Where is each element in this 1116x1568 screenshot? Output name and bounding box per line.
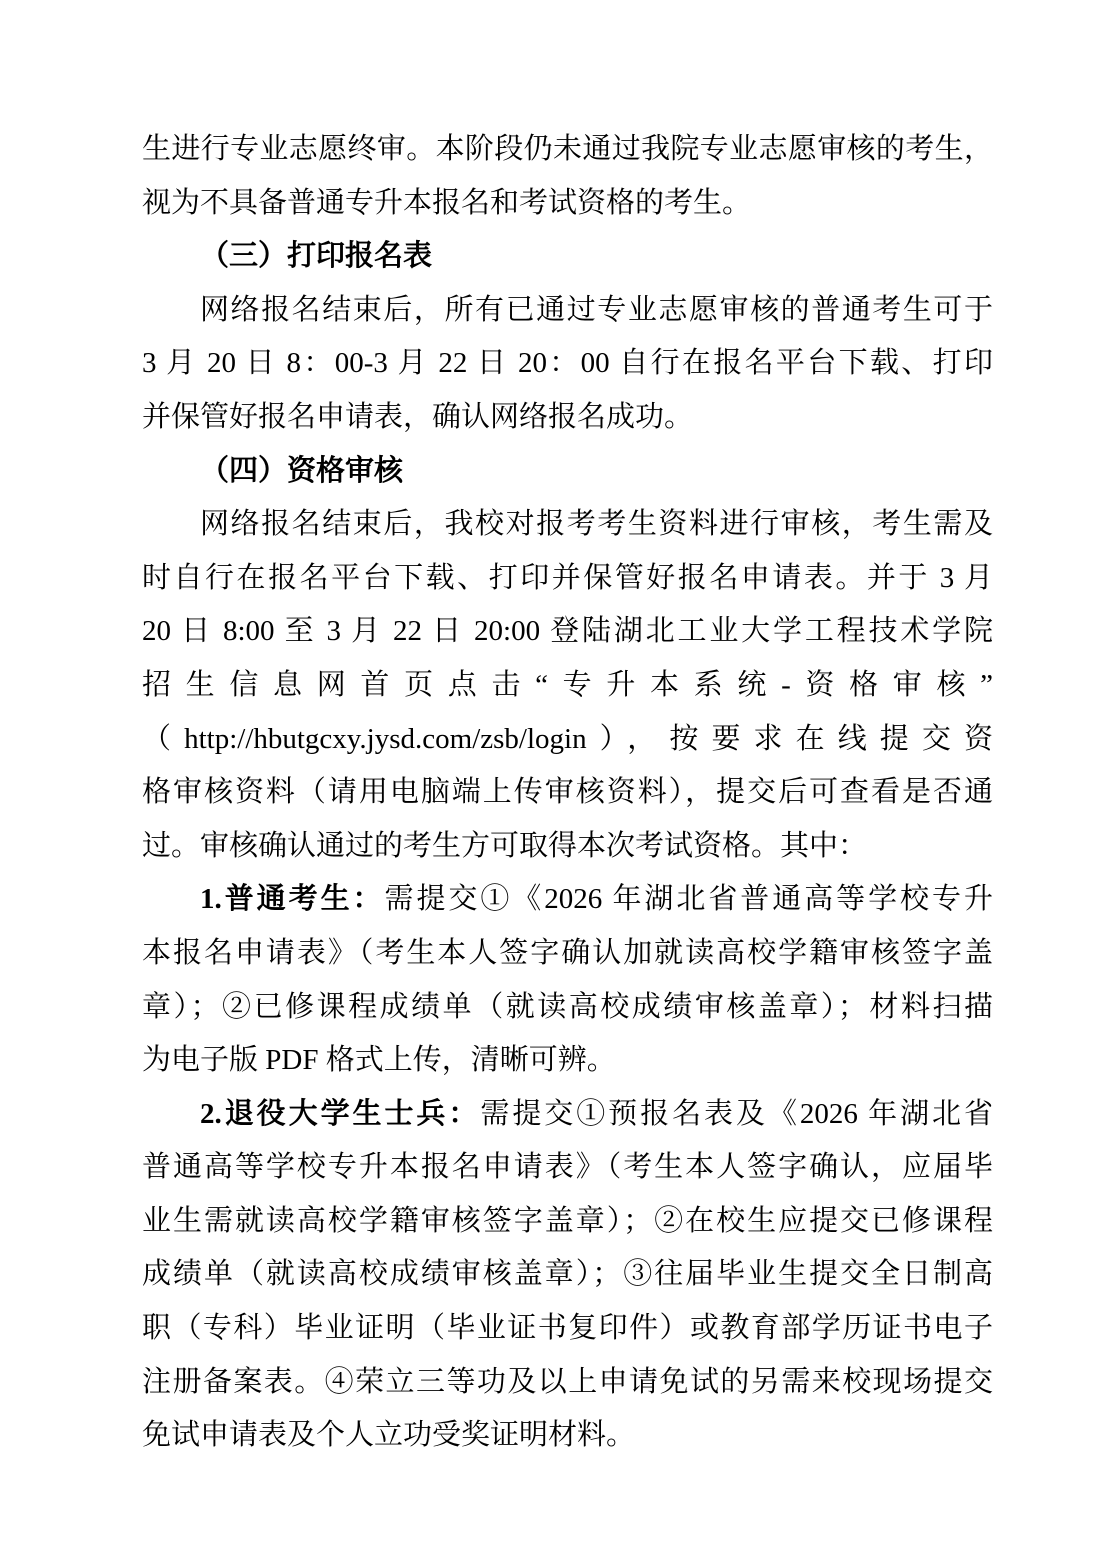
document-body (142, 123, 993, 1463)
text-line (142, 1141, 993, 1195)
text-run: 3 月 20 日 8：00-3 月 22 日 20：00 自行在报名平台下载、打印 (142, 347, 993, 380)
text-line (142, 820, 993, 874)
text-line (142, 498, 993, 552)
text-run: 免试申请表及个人立功受奖证明材料。 (142, 1419, 636, 1452)
text-line (142, 981, 993, 1035)
text-run: 注册备案表。④荣立三等功及以上申请免试的另需来校现场提交 (142, 1365, 993, 1398)
text-run: 业生需就读高校学籍审核签字盖章）；②在校生应提交已修课程 (142, 1204, 993, 1237)
text-run: 普通高等学校专升本报名申请表》（考生本人签字确认，应届毕 (142, 1151, 993, 1184)
text-line (142, 766, 993, 820)
text-run: 本报名申请表》（考生本人签字确认加就读高校学籍审核签字盖 (142, 936, 993, 969)
text-line (142, 713, 993, 767)
section-heading-text: （三）打印报名表 (200, 240, 433, 273)
section-heading-text: （四）资格审核 (200, 454, 404, 487)
text-run: 并保管好报名申请表，确认网络报名成功。 (142, 400, 694, 433)
text-line (142, 1356, 993, 1410)
registration-url-line: （http://hbutgcxy.jysd.com/zsb/login），按要求在线提交资 (142, 722, 993, 755)
list-item-label: 2.退役大学生士兵： (200, 1097, 481, 1130)
text-run: 视为不具备普通专升本报名和考试资格的考生。 (142, 186, 752, 219)
text-line (142, 391, 993, 445)
text-line (142, 1195, 993, 1249)
list-item-label: 1.普通考生： (200, 883, 385, 916)
text-run: 需提交①《2026 年湖北省普通高等学校专升 (384, 883, 993, 916)
text-line (142, 284, 993, 338)
text-run: 需提交①预报名表及《2026 年湖北省 (480, 1097, 993, 1130)
text-line (142, 123, 993, 177)
text-run: 职（专科）毕业证明（毕业证书复印件）或教育部学历证书电子 (142, 1312, 993, 1345)
text-line (142, 927, 993, 981)
text-run: 时自行在报名平台下载、打印并保管好报名申请表。并于 3 月 (142, 561, 993, 594)
text-run: 生进行专业志愿终审。本阶段仍未通过我院专业志愿审核的考生， (142, 133, 993, 165)
text-line (142, 605, 993, 659)
text-line (142, 1034, 993, 1088)
text-run: 网络报名结束后，我校对报考考生资料进行审核，考生需及 (200, 508, 993, 541)
text-line (142, 1088, 993, 1142)
text-run: 为电子版 PDF 格式上传，清晰可辨。 (142, 1044, 616, 1077)
text-line (142, 1248, 993, 1302)
text-line (142, 177, 993, 231)
text-run: 招生信息网首页点击“专升本系统-资格审核” (142, 668, 993, 701)
section-heading (142, 230, 993, 284)
text-run: 章）；②已修课程成绩单（就读高校成绩审核盖章）；材料扫描 (142, 990, 993, 1023)
text-run: 过。审核确认通过的考生方可取得本次考试资格。其中： (142, 829, 868, 862)
text-line (142, 1409, 993, 1463)
text-line (142, 1302, 993, 1356)
text-run: 成绩单（就读高校成绩审核盖章）；③往届毕业生提交全日制高 (142, 1258, 993, 1291)
section-heading (142, 445, 993, 499)
text-run: 格审核资料（请用电脑端上传审核资料），提交后可查看是否通 (142, 776, 993, 809)
text-line (142, 873, 993, 927)
text-run: 20 日 8:00 至 3 月 22 日 20:00 登陆湖北工业大学工程技术学院 (142, 615, 993, 648)
text-line (142, 659, 993, 713)
text-line (142, 552, 993, 606)
text-line (142, 337, 993, 391)
text-run: 网络报名结束后，所有已通过专业志愿审核的普通考生可于 (200, 293, 993, 326)
